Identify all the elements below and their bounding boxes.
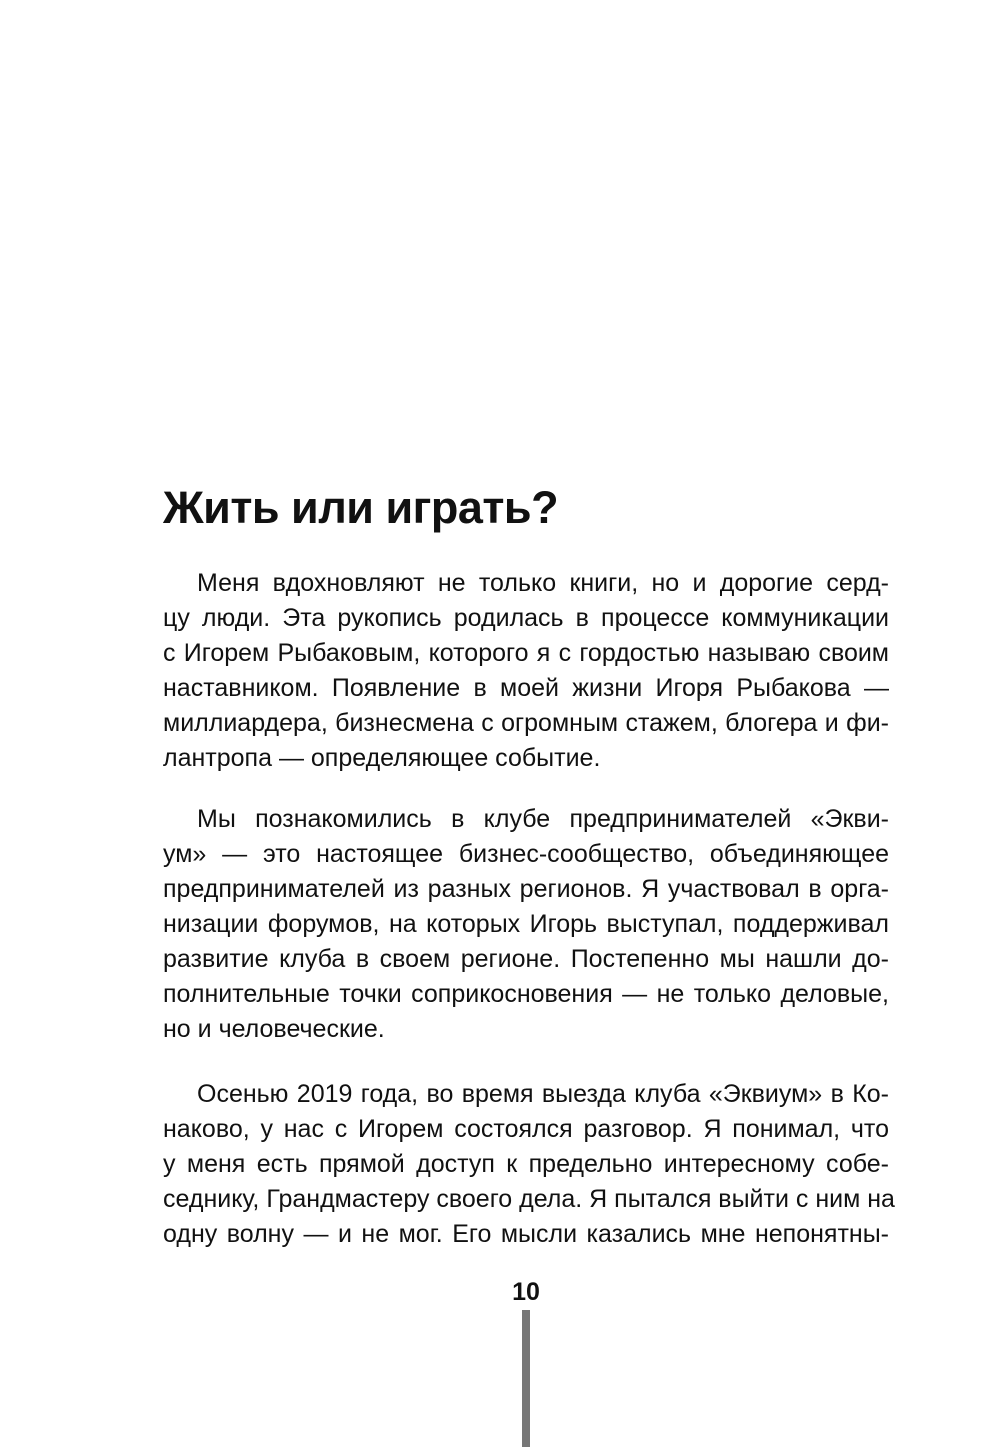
paragraph-1	[163, 566, 889, 776]
text-line: цу люди. Эта рукопись родилась в процессе коммуникации	[163, 604, 889, 632]
page-number: 10	[512, 1278, 540, 1306]
text-line: развитие клуба в своем регионе. Постепенно мы нашли до-	[163, 945, 889, 973]
text-line: наставником. Появление в моей жизни Игоря Рыбакова —	[163, 674, 889, 702]
text-line: предпринимателей из разных регионов. Я участвовал в орга-	[163, 875, 889, 903]
text-line: лантропа — определяющее событие.	[163, 744, 601, 772]
paragraph-3	[163, 1077, 895, 1252]
page-edge-bar	[522, 1310, 530, 1447]
chapter-title: Жить или играть?	[163, 482, 559, 533]
text-line: ум» — это настоящее бизнес-сообщество, объединяющее	[163, 840, 889, 868]
text-line: с Игорем Рыбаковым, которого я с гордостью называю своим	[163, 639, 889, 667]
text-line: Осенью 2019 года, во время выезда клуба «Эквиум» в Ко-	[197, 1080, 889, 1108]
text-line: седнику, Грандмастеру своего дела. Я пытался выйти с ним на	[163, 1185, 895, 1213]
paragraph-2	[163, 802, 889, 1047]
text-line: наково, у нас с Игорем состоялся разговор. Я понимал, что	[163, 1115, 889, 1143]
text-line: Мы познакомились в клубе предпринимателей «Экви-	[197, 805, 889, 833]
text-line: низации форумов, на которых Игорь выступал, поддерживал	[163, 910, 889, 938]
text-line: Меня вдохновляют не только книги, но и дорогие серд-	[197, 569, 889, 597]
text-line: у меня есть прямой доступ к предельно интересному собе-	[163, 1150, 889, 1178]
text-line: миллиардера, бизнесмена с огромным стажем, блогера и фи-	[163, 709, 889, 737]
text-line: но и человеческие.	[163, 1015, 385, 1043]
text-line: одну волну — и не мог. Его мысли казались мне непонятны-	[163, 1220, 889, 1248]
text-line: полнительные точки соприкосновения — не только деловые,	[163, 980, 889, 1008]
